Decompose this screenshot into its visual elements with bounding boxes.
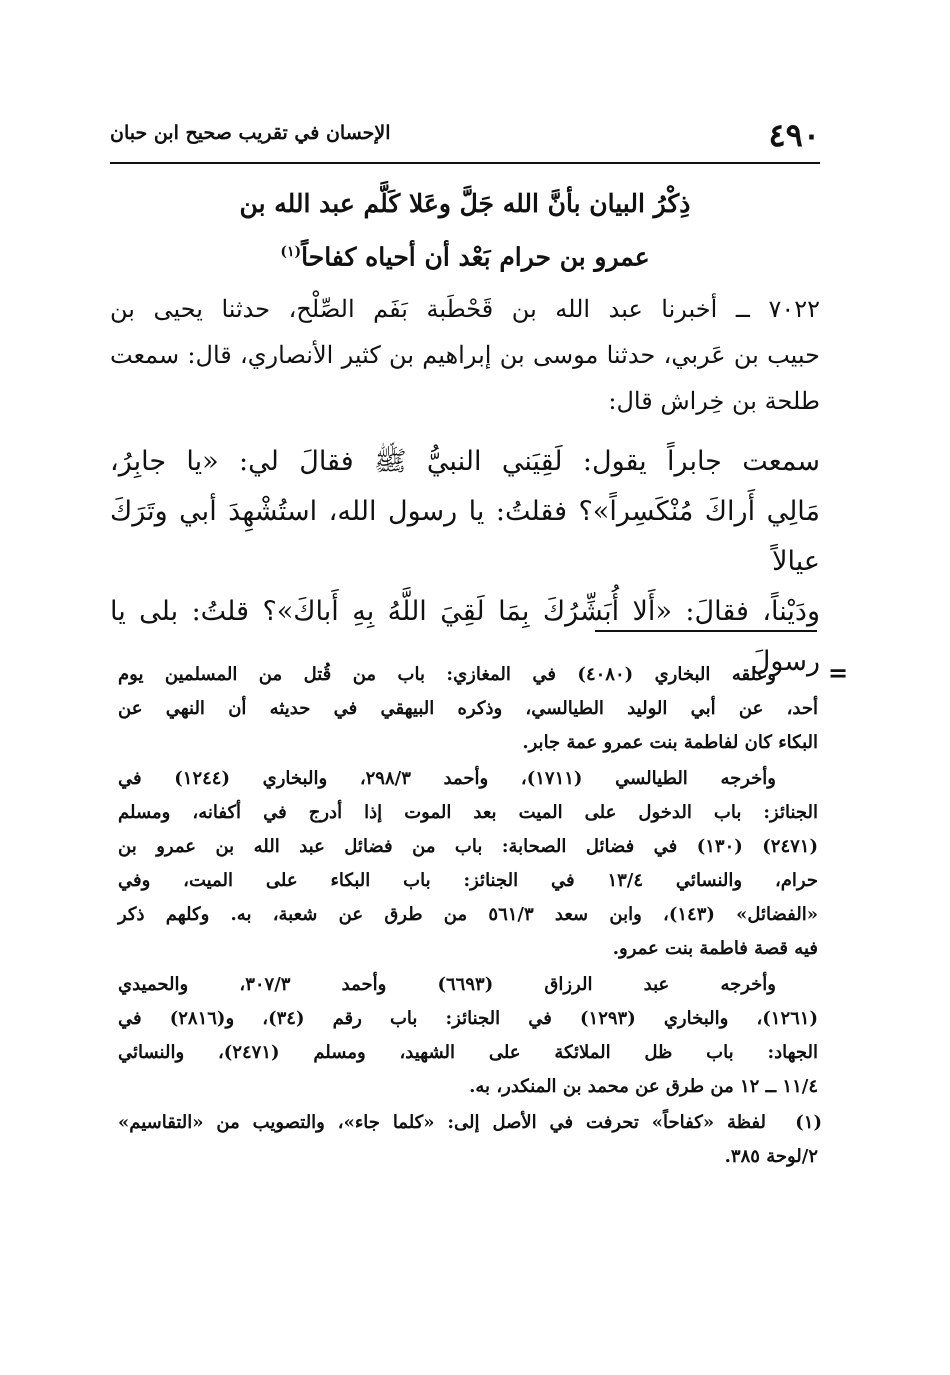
- isnad-line: حبيب بن عَربي، حدثنا موسى بن إبراهيم بن كثير الأنصاري، قال: سمعت: [110, 341, 820, 369]
- footnote-line: (١٢٦١)، والبخاري (١٢٩٣) في الجنائز: باب رقم (٣٤)، و(٢٨١٦) في: [118, 1008, 818, 1029]
- matn-line: مَالِي أَراكَ مُنْكَسِراً»؟ فقلتُ: يا رسول الله، استُشْهِدَ أبي وتَرَكَ عيالاً: [110, 496, 820, 577]
- footnote-paragraph: [118, 658, 818, 760]
- footnote-line: (٢٤٧١) (١٣٠) في فضائل الصحابة: باب من فضائل عبد الله بن عمرو بن: [118, 836, 818, 857]
- footnote-paragraph: [118, 968, 818, 1104]
- footnote-line: ١١/٤ ــ ١٢ من طرق عن محمد بن المنكدر، به.: [469, 1076, 818, 1097]
- footnote-line: وأخرجه الطيالسي (١٧١١)، وأحمد ٢٩٨/٣، والبخاري (١٢٤٤) في: [118, 768, 777, 789]
- isnad-line: ٧٠٢٢ ــ أخبرنا عبد الله بن قَحْطَبة بَفَم الصِّلْح، حدثنا يحيى بن: [110, 295, 820, 323]
- page-header: [110, 110, 820, 156]
- chapter-heading-line-1: ذِكْرُ البيان بأنَّ الله جَلَّ وعَلا كَلَّم عبد الله بن: [239, 189, 691, 218]
- header-rule: [110, 162, 820, 164]
- footnote-line: ٢/لوحة ٣٨٥.: [724, 1146, 818, 1167]
- matn-line: ودَيْناً، فقالَ: «أَلا أُبَشِّرُكَ بِمَا لَقِيَ اللَّهُ بِهِ أَباكَ»؟ قلتُ: بلى يا رسولَ: [110, 596, 820, 677]
- footnote-line: الجنائز: باب الدخول على الميت بعد الموت إذا أدرج في أكفانه، ومسلم: [118, 802, 818, 823]
- hadith-matn: [110, 437, 820, 687]
- footnote-paragraph: [118, 762, 818, 966]
- hadith-isnad: [110, 286, 820, 424]
- footnote-reference: (١): [280, 244, 302, 260]
- footnote-line: فيه قصة فاطمة بنت عمرو.: [612, 938, 818, 959]
- chapter-heading: [160, 180, 770, 281]
- matn-line: سمعت جابراً يقول: لَقِيَني النبيُّ ﷺ فقالَ لي: «يا جابِرُ،: [110, 446, 820, 477]
- footnote-line: «الفضائل» (١٤٣)، وابن سعد ٥٦١/٣ من طرق عن شعبة، به. وكلهم ذكر: [118, 904, 818, 925]
- footnote-line: وعلقه البخاري (٤٠٨٠) في المغازي: باب من قُتل من المسلمين يوم: [118, 664, 776, 685]
- footnote-line: حرام، والنسائي ١٣/٤ في الجنائز: باب البكاء على الميت، وفي: [118, 870, 818, 891]
- footnotes: [118, 658, 822, 1176]
- footnote-number: (١): [795, 1112, 822, 1133]
- footnote-line: الجهاد: باب ظل الملائكة على الشهيد، ومسلم (٢٤٧١)، والنسائي: [118, 1042, 818, 1063]
- footnote-line: وأخرجه عبد الرزاق (٦٦٩٣) وأحمد ٣٠٧/٣، والحميدي: [118, 974, 777, 995]
- footnote-1: [118, 1106, 822, 1174]
- page-number: ٤٩٠: [768, 116, 820, 154]
- footnote-separator: [595, 630, 817, 632]
- footnote-continuation-mark: =: [828, 658, 849, 687]
- chapter-heading-line-2: [160, 228, 770, 281]
- footnote-line: لفظة «كفاحاً» تحرفت في الأصل إلى: «كلما جاء»، والتصويب من «التقاسيم»: [118, 1112, 766, 1133]
- chapter-heading-line-2-text: عمرو بن حرام بَعْد أن أحياه كفاحاً: [301, 242, 650, 272]
- isnad-line: طلحة بن خِراش قال:: [608, 387, 820, 415]
- footnote-line: البكاء كان لفاطمة بنت عمرو عمة جابر.: [522, 732, 818, 753]
- footnote-line: أحد، عن أبي الوليد الطيالسي، وذكره البيهقي في حديثه أن النهي عن: [118, 698, 818, 719]
- running-title: الإحسان في تقريب صحيح ابن حبان: [110, 122, 391, 144]
